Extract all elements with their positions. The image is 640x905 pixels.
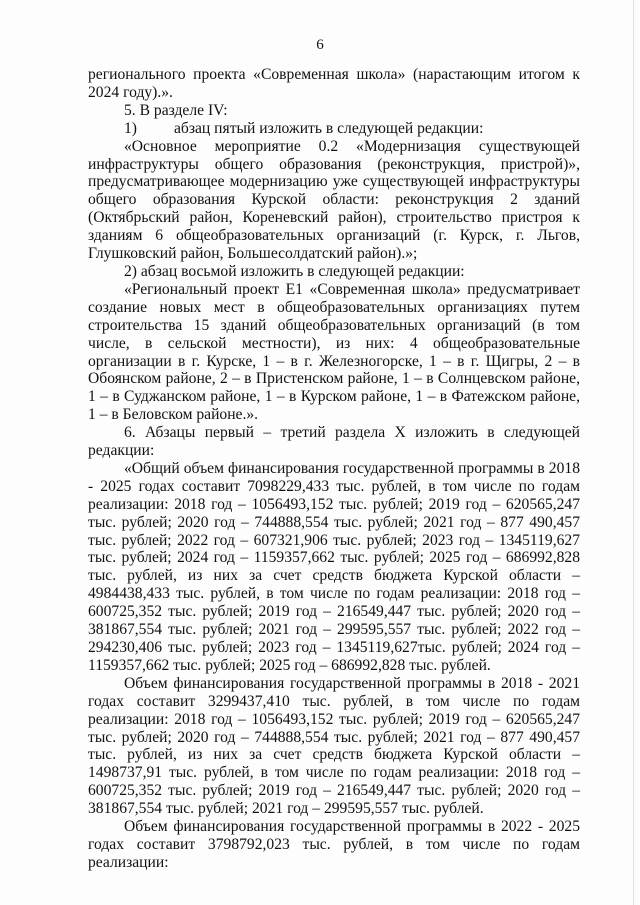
paragraph: «Общий объем финансирования государственной программы в 2018 - 2025 годах составит 7098229,433 тыс. рублей, в том числе по годам реализации: 2018 год – 1056493,152 тыс. рублей; 2019 год – 620565,247 тыс. рублей; 2020 год – 744888,554 тыс. рублей; 2021 год – 877 490,457 тыс. рублей; 2022 год – 607321,906 тыс. рублей; 2023 год – 1345119,627 тыс. рублей; 2024 год – 1159357,662 тыс. рублей; 2025 год – 686992,828 тыс. рублей, из них за счет средств бюджета Курской области – 4984438,433 тыс. рублей, в том числе по годам реализации: 2018 год – 600725,352 тыс. рублей; 2019 год – 216549,447 тыс. рублей; 2020 год – 381867,554 тыс. рублей; 2021 год – 299595,557 тыс. рублей; 2022 год – 294230,406 тыс. рублей; 2023 год – 1345119,627тыс. рублей; 2024 год – 1159357,662 тыс. рублей; 2025 год – 686992,828 тыс. рублей. [88, 459, 580, 674]
list-item [88, 120, 580, 138]
paragraph: «Основное мероприятие 0.2 «Модернизация существующей инфраструктуры общего образования (реконструкция, пристрой)», предусматривающее модернизацию уже существующей инфраструктуры общего образования Курской области: реконструкция 2 зданий (Октябрьский район, Кореневский район), строительство пристроя к зданиям 6 общеобразовательных организаций (г. Курск, г. Льгов, Глушковский район, Большесолдатский район).»; [88, 137, 580, 263]
section-heading: 5. В разделе IV: [124, 101, 228, 119]
page-number: 6 [316, 37, 324, 53]
list-item-text: абзац пятый изложить в следующей редакции: [174, 119, 484, 137]
paragraph: «Региональный проект Е1 «Современная школа» предусматривает создание новых мест в общеобразовательных организациях путем строительства 15 зданий общеобразовательных организаций (в том числе, в сельской местности), из них: 4 общеобразовательные организации в г. Курске, 1 – в г. Железногорске, 1 – в г. Щигры, 2 – в Обоянском районе, 2 – в Пристенском районе, 1 – в Солнцевском районе, 1 – в Суджанском районе, 1 – в Курском районе, 1 – в Фатежском районе, 1 – в Беловском районе.». [88, 280, 580, 424]
list-item-number: 1) [124, 119, 137, 137]
paragraph: Объем финансирования государственной программы в 2022 - 2025 годах составит 3798792,023 тыс. рублей, в том числе по годам реализации: [88, 818, 580, 871]
scan-edge-line [633, 0, 634, 905]
paragraph: регионального проекта «Современная школа» (нарастающим итогом к 2024 году).». [88, 66, 580, 101]
document-body [88, 66, 580, 872]
list-item: 2) абзац восьмой изложить в следующей редакции: [124, 262, 465, 280]
paragraph: Объем финансирования государственной программы в 2018 - 2021 годах составит 3299437,410 тыс. рублей, в том числе по годам реализации: 2018 год – 1056493,152 тыс. рублей; 2019 год – 620565,247 тыс. рублей; 2020 год – 744888,554 тыс. рублей; 2021 год – 877 490,457 тыс. рублей, из них за счет средств бюджета Курской области – 1498737,91 тыс. рублей, в том числе по годам реализации: 2018 год – 600725,352 тыс. рублей; 2019 год – 216549,447 тыс. рублей; 2020 год – 381867,554 тыс. рублей; 2021 год – 299595,557 тыс. рублей. [88, 674, 580, 818]
section-heading: 6. Абзацы первый – третий раздела X изложить в следующей редакции: [88, 424, 580, 460]
